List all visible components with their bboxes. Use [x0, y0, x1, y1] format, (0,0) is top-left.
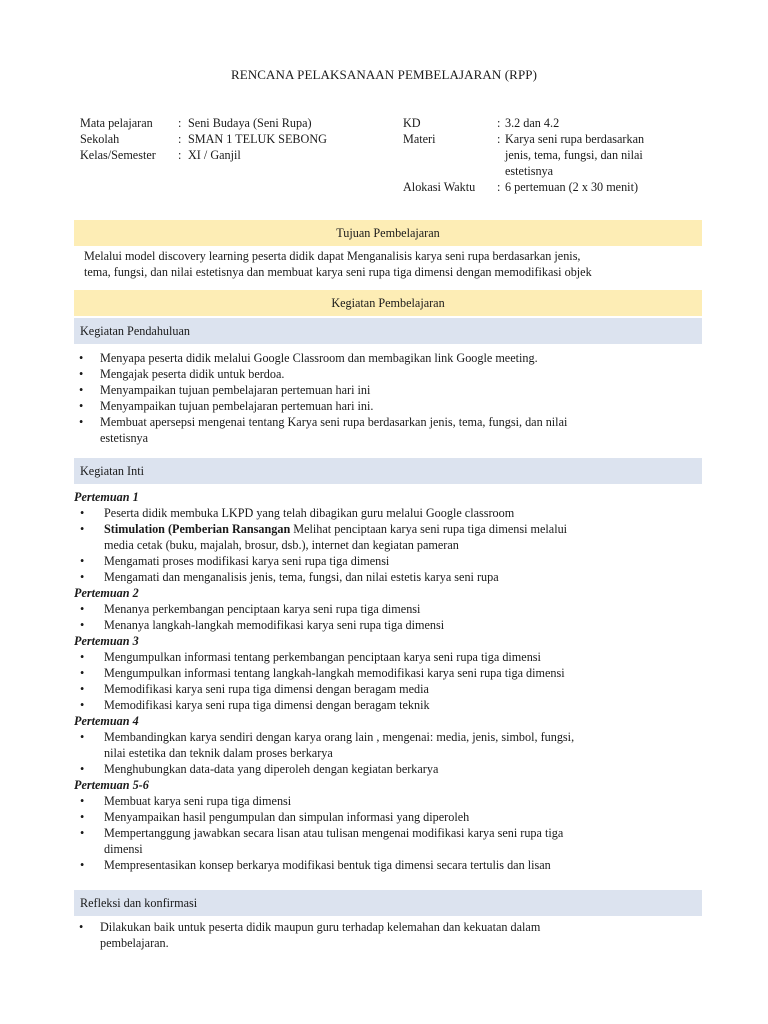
identity-left [80, 115, 327, 163]
info-row-sekolah [80, 131, 327, 147]
list-item [74, 617, 714, 633]
inti-content [74, 489, 714, 873]
info-label: Mata pelajaran [80, 116, 153, 130]
info-separator: : [497, 132, 501, 146]
meeting-5-6-list [74, 793, 714, 873]
info-label: KD [403, 116, 421, 130]
list-item-line: pembelajaran. [100, 936, 169, 950]
list-item-line: • Menyampaikan tujuan pembelajaran pertemuan hari ini. [100, 399, 374, 413]
list-item-line: media cetak (buku, majalah, brosur, dsb.), internet dan kegiatan pameran [104, 538, 459, 552]
list-item-line: • Memodifikasi karya seni rupa tiga dimensi dengan beragam teknik [104, 698, 430, 712]
list-item-line: • Membandingkan karya sendiri dengan karya orang lain , mengenai: media, jenis, simbol, fungsi, [104, 730, 575, 744]
section-header-tujuan [74, 220, 702, 246]
info-label: Sekolah [80, 132, 120, 146]
info-value: 6 pertemuan (2 x 30 menit) [505, 180, 639, 194]
list-item [74, 398, 714, 414]
info-label: Alokasi Waktu [403, 180, 476, 194]
info-value-line: jenis, tema, fungsi, dan nilai [505, 148, 643, 162]
list-item-line: • Mempertanggung jawabkan secara lisan atau tulisan mengenai modifikasi karya seni rupa tiga [104, 826, 564, 840]
subsection-header-label: Refleksi dan konfirmasi [80, 896, 198, 910]
list-item-line: • Menanya perkembangan penciptaan karya seni rupa tiga dimensi [104, 602, 421, 616]
info-value: Seni Budaya (Seni Rupa) [188, 116, 312, 130]
list-item [74, 366, 714, 382]
meeting-title-2: Pertemuan 2 [74, 586, 139, 600]
list-item-line: • Mengamati dan menganalisis jenis, tema, fungsi, dan nilai estetis karya seni rupa [104, 570, 499, 584]
list-item [74, 505, 714, 521]
stimulation-label: Stimulation (Pemberian Ransangan [104, 522, 291, 536]
list-item-line: • Menyampaikan hasil pengumpulan dan simpulan informasi yang diperoleh [104, 810, 470, 824]
info-value-line: Karya seni rupa berdasarkan [505, 132, 645, 146]
identity-right [403, 115, 644, 195]
pendahuluan-list-block [74, 350, 714, 446]
section-header-label: Tujuan Pembelajaran [336, 226, 440, 240]
list-item-line: • Membuat apersepsi mengenai tentang Karya seni rupa berdasarkan jenis, tema, fungsi, dan nilai [100, 415, 568, 429]
list-item [74, 569, 714, 585]
info-value: SMAN 1 TELUK SEBONG [188, 132, 327, 146]
list-item-line: dimensi [104, 842, 143, 856]
list-item [74, 350, 714, 366]
list-item [74, 857, 714, 873]
subsection-header-pendahuluan [74, 318, 702, 344]
refleksi-list [74, 919, 714, 951]
tujuan-paragraph [84, 248, 724, 280]
meeting-title-3: Pertemuan 3 [74, 634, 139, 648]
list-item [74, 601, 714, 617]
info-value-multiline [505, 131, 645, 178]
list-item-text: Melihat penciptaan karya seni rupa tiga dimensi melalui [290, 522, 568, 536]
subsection-header-label: Kegiatan Pendahuluan [80, 324, 190, 338]
list-item-line: • Mengumpulkan informasi tentang langkah-langkah memodifikasi karya seni rupa tiga dimensi [104, 666, 565, 680]
subsection-header-refleksi [74, 890, 702, 916]
list-item [74, 793, 714, 809]
paragraph-line: tema, fungsi, dan nilai estetisnya dan membuat karya seni rupa tiga dimensi dengan memodifikasi objek [84, 265, 592, 279]
meeting-2-list [74, 601, 714, 633]
info-label: Materi [403, 132, 436, 146]
list-item [74, 649, 714, 665]
list-item-line: • Menyapa peserta didik melalui Google Classroom dan membagikan link Google meeting. [100, 351, 538, 365]
meeting-4-list [74, 729, 714, 777]
info-separator: : [178, 148, 182, 162]
list-item-line: • Mengajak peserta didik untuk berdoa. [100, 367, 285, 381]
list-item-line: • Memodifikasi karya seni rupa tiga dimensi dengan beragam media [104, 682, 429, 696]
meeting-1-list [74, 505, 714, 585]
list-item-line: nilai estetika dan teknik dalam proses berkarya [104, 746, 333, 760]
list-item-line: estetisnya [100, 431, 149, 445]
info-row-materi [403, 131, 645, 178]
list-item-line: • Dilakukan baik untuk peserta didik maupun guru terhadap kelemahan dan kekuatan dalam [100, 920, 541, 934]
list-item [74, 553, 714, 569]
meeting-title-5-6: Pertemuan 5-6 [74, 778, 149, 792]
paragraph-line: Melalui model discovery learning peserta didik dapat Menganalisis karya seni rupa berdasarkan jenis, [84, 249, 581, 263]
refleksi-list-block [74, 919, 714, 951]
info-separator: : [497, 180, 501, 194]
meeting-3-list [74, 649, 714, 713]
section-header-kegiatan [74, 290, 702, 316]
info-value: XI / Ganjil [188, 148, 241, 162]
list-item [74, 761, 714, 777]
info-row-alokasi-waktu [403, 179, 644, 195]
list-item [74, 521, 714, 553]
section-header-label: Kegiatan Pembelajaran [331, 296, 445, 310]
list-item-line: • Peserta didik membuka LKPD yang telah dibagikan guru melalui Google classroom [104, 506, 515, 520]
meeting-title-1: Pertemuan 1 [74, 490, 139, 504]
info-value-line: estetisnya [505, 164, 554, 178]
info-separator: : [178, 116, 182, 130]
info-row-mata-pelajaran [80, 115, 327, 131]
list-item-line: • Mengamati proses modifikasi karya seni rupa tiga dimensi [104, 554, 390, 568]
meeting-title-4: Pertemuan 4 [74, 714, 139, 728]
list-item-line [104, 521, 714, 537]
list-item-line: • Mengumpulkan informasi tentang perkembangan penciptaan karya seni rupa tiga dimensi [104, 650, 541, 664]
info-label: Kelas/Semester [80, 148, 156, 162]
info-separator: : [178, 132, 182, 146]
list-item [74, 919, 714, 951]
pendahuluan-list [74, 350, 714, 446]
info-row-kelas-semester [80, 147, 327, 163]
info-separator: : [497, 116, 501, 130]
list-item [74, 665, 714, 681]
list-item [74, 729, 714, 761]
list-item [74, 697, 714, 713]
list-item [74, 382, 714, 398]
page-title: RENCANA PELAKSANAAN PEMBELAJARAN (RPP) [230, 67, 538, 82]
list-item-line: • Mempresentasikan konsep berkarya modifikasi bentuk tiga dimensi secara tertulis dan lisan [104, 858, 551, 872]
subsection-header-label: Kegiatan Inti [80, 464, 144, 478]
info-row-kd [403, 115, 644, 131]
list-item [74, 809, 714, 825]
subsection-header-inti [74, 458, 702, 484]
list-item-line: • Menanya langkah-langkah memodifikasi karya seni rupa tiga dimensi [104, 618, 445, 632]
list-item [74, 825, 714, 857]
list-item-line: • Menyampaikan tujuan pembelajaran pertemuan hari ini [100, 383, 371, 397]
list-item-line: • Menghubungkan data-data yang diperoleh dengan kegiatan berkarya [104, 762, 439, 776]
info-value: 3.2 dan 4.2 [505, 116, 560, 130]
list-item-line: • Membuat karya seni rupa tiga dimensi [104, 794, 292, 808]
list-item [74, 414, 714, 446]
list-item [74, 681, 714, 697]
